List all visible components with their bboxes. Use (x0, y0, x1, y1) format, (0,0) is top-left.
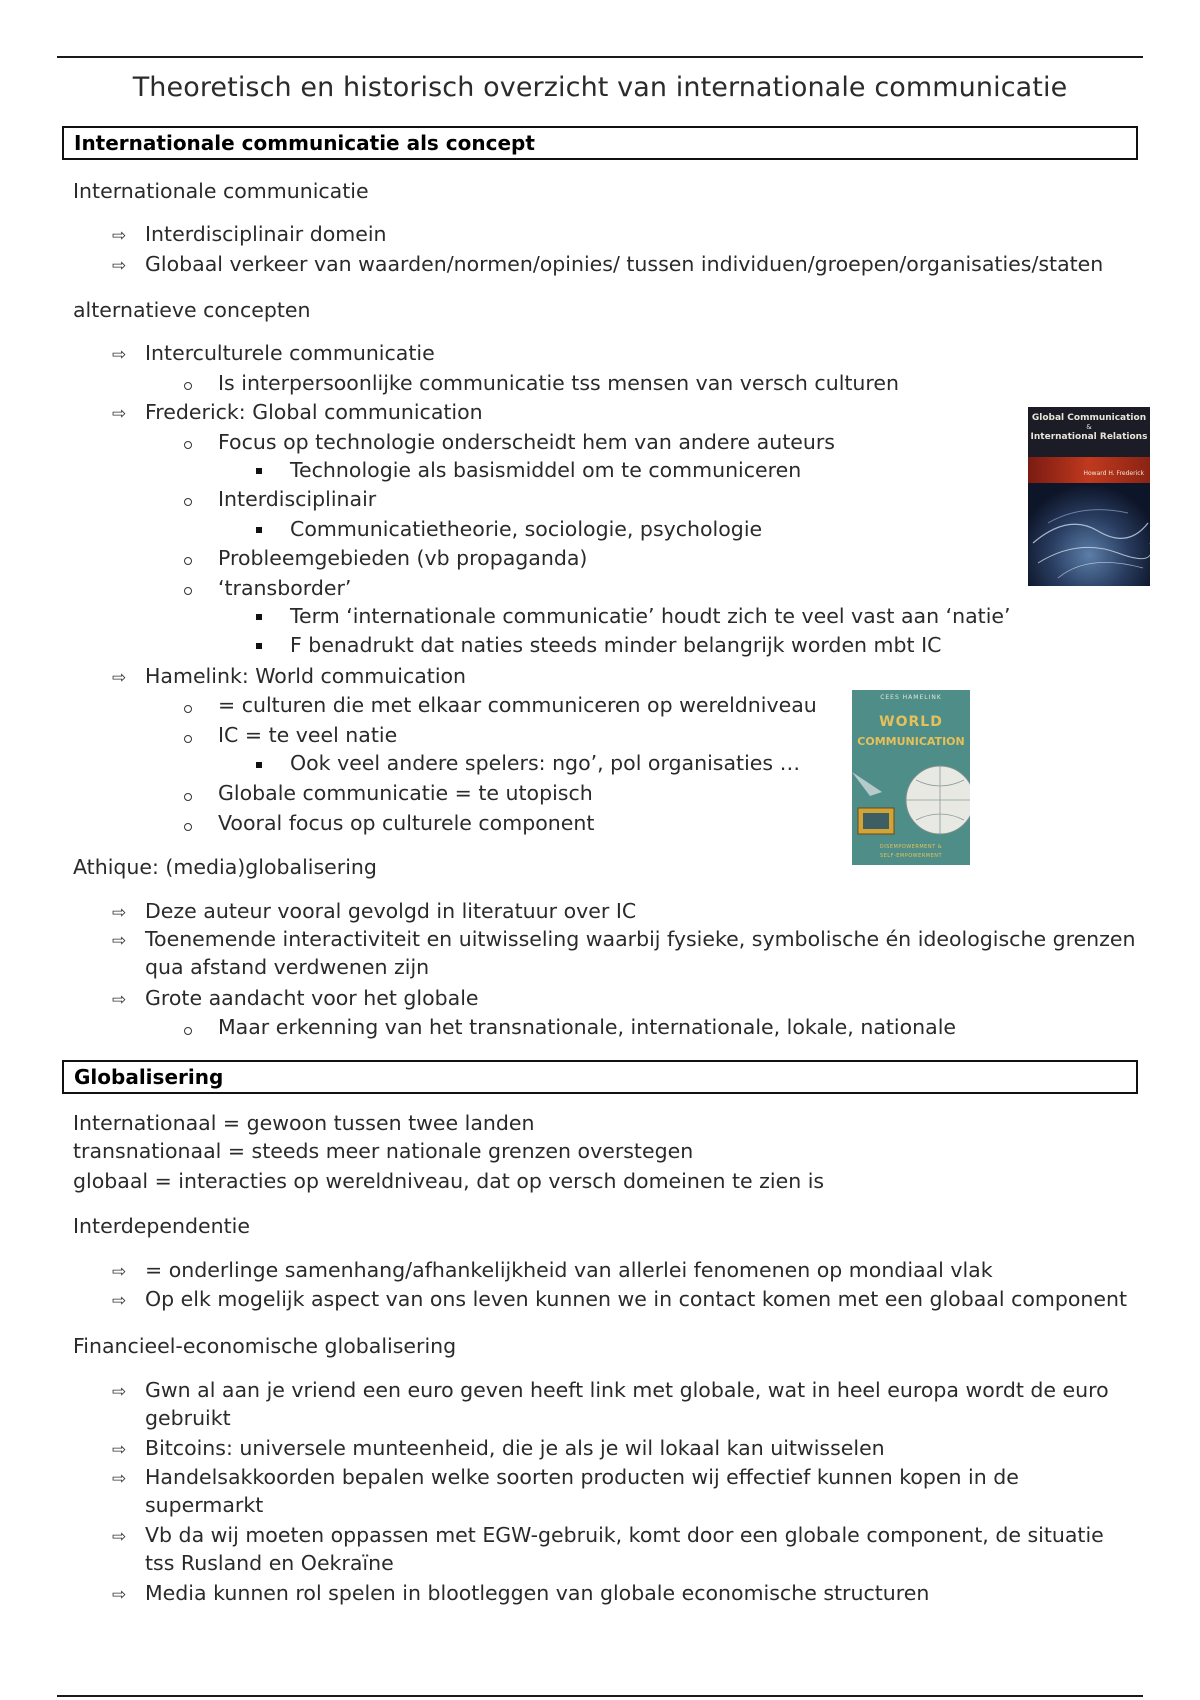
square-bullet-icon (256, 643, 262, 649)
top-rule (57, 56, 1143, 58)
arrow-bullet-icon: ⇨ (112, 404, 127, 424)
book-subtitle-line: DISEMPOWERMENT & (879, 844, 943, 850)
list-item: Ook veel andere spelers: ngo’, pol organisaties … (290, 751, 801, 775)
arrow-bullet-icon: ⇨ (112, 903, 127, 923)
list-item: Vooral focus op culturele component (218, 811, 595, 835)
list-item: Communicatietheorie, sociologie, psychologie (290, 517, 763, 541)
list-item: Is interpersoonlijke communicatie tss mensen van versch culturen (218, 371, 900, 395)
alt-concepts-label: alternatieve concepten (73, 298, 311, 322)
list-item: ‘transborder’ (218, 576, 352, 600)
list-item: IC = te veel natie (218, 723, 398, 747)
list-item: Interdisciplinair domein (145, 222, 387, 246)
book-globe-lines (1028, 483, 1150, 586)
list-item-continuation: qua afstand verdwenen zijn (145, 955, 430, 979)
list-item: Media kunnen rol spelen in blootleggen van globale economische structuren (145, 1581, 930, 1605)
list-item-continuation: tss Rusland en Oekraïne (145, 1551, 394, 1575)
book-title-line: & (1086, 423, 1092, 431)
list-item: Frederick: Global communication (145, 400, 483, 424)
list-item: Globale communicatie = te utopisch (218, 781, 593, 805)
circle-bullet-icon (184, 557, 192, 565)
square-bullet-icon (256, 762, 262, 768)
arrow-bullet-icon: ⇨ (112, 256, 127, 276)
square-bullet-icon (256, 468, 262, 474)
list-item: Globaal verkeer van waarden/normen/opinies/ tussen individuen/groepen/organisaties/staten (145, 252, 1104, 276)
list-item: Term ‘internationale communicatie’ houdt zich te veel vast aan ‘natie’ (290, 604, 1011, 628)
definition-line: Internationaal = gewoon tussen twee landen (73, 1111, 535, 1135)
arrow-bullet-icon: ⇨ (112, 226, 127, 246)
circle-bullet-icon (184, 705, 192, 713)
definition-line: transnationaal = steeds meer nationale grenzen overstegen (73, 1139, 694, 1163)
arrow-bullet-icon: ⇨ (112, 1382, 127, 1402)
arrow-bullet-icon: ⇨ (112, 1262, 127, 1282)
list-item: = culturen die met elkaar communiceren op wereldniveau (218, 693, 817, 717)
arrow-bullet-icon: ⇨ (112, 931, 127, 951)
arrow-bullet-icon: ⇨ (112, 1291, 127, 1311)
circle-bullet-icon (184, 823, 192, 831)
book-title-line: Global Communication (1031, 413, 1147, 423)
list-item: Deze auteur vooral gevolgd in literatuur over IC (145, 899, 637, 923)
circle-bullet-icon (184, 382, 192, 390)
book-title-line: WORLD (879, 714, 943, 730)
circle-bullet-icon (184, 793, 192, 801)
circle-bullet-icon (184, 498, 192, 506)
book-author: CEES HAMELINK (880, 694, 942, 701)
list-item: F benadrukt dat naties steeds minder belangrijk worden mbt IC (290, 633, 942, 657)
arrow-bullet-icon: ⇨ (112, 1527, 127, 1547)
athique-label: Athique: (media)globalisering (73, 855, 377, 879)
bottom-rule (57, 1695, 1143, 1697)
intro-label: Internationale communicatie (73, 179, 369, 203)
arrow-bullet-icon: ⇨ (112, 1440, 127, 1460)
book-author: Howard H. Frederick (1083, 470, 1144, 477)
list-item-continuation: supermarkt (145, 1493, 264, 1517)
circle-bullet-icon (184, 587, 192, 595)
book-cover-hamelink (852, 690, 970, 865)
list-item: Vb da wij moeten oppassen met EGW-gebruik, komt door een globale component, de situatie (145, 1523, 1104, 1547)
list-item: Probleemgebieden (vb propaganda) (218, 546, 588, 570)
list-item: Op elk mogelijk aspect van ons leven kunnen we in contact komen met een globaal component (145, 1287, 1128, 1311)
list-item: Toenemende interactiviteit en uitwisseling waarbij fysieke, symbolische én ideologische grenzen (145, 927, 1136, 951)
book-cover-frederick (1028, 407, 1150, 586)
page-title: Theoretisch en historisch overzicht van internationale communicatie (132, 72, 1068, 103)
circle-bullet-icon (184, 735, 192, 743)
list-item: Hamelink: World commuication (145, 664, 467, 688)
book-title-line: COMMUNICATION (857, 735, 965, 748)
list-item-continuation: gebruikt (145, 1406, 231, 1430)
definition-line: globaal = interacties op wereldniveau, dat op versch domeinen te zien is (73, 1169, 825, 1193)
list-item: Interculturele communicatie (145, 341, 435, 365)
financieel-label: Financieel-economische globalisering (73, 1334, 457, 1358)
list-item: Bitcoins: universele munteenheid, die je als je wil lokaal kan uitwisselen (145, 1436, 885, 1460)
circle-bullet-icon (184, 1027, 192, 1035)
section-heading-globalisering: Globalisering (62, 1060, 1138, 1094)
arrow-bullet-icon: ⇨ (112, 345, 127, 365)
list-item: Grote aandacht voor het globale (145, 986, 479, 1010)
arrow-bullet-icon: ⇨ (112, 1469, 127, 1489)
list-item: Interdisciplinair (218, 487, 377, 511)
book-globe-image (852, 752, 970, 852)
book-title-line: International Relations (1030, 432, 1148, 442)
arrow-bullet-icon: ⇨ (112, 1585, 127, 1605)
arrow-bullet-icon: ⇨ (112, 668, 127, 688)
interdependentie-label: Interdependentie (73, 1214, 250, 1238)
list-item: Maar erkenning van het transnationale, internationale, lokale, nationale (218, 1015, 957, 1039)
section-heading-concept: Internationale communicatie als concept (62, 126, 1138, 160)
arrow-bullet-icon: ⇨ (112, 990, 127, 1010)
list-item: Focus op technologie onderscheidt hem van andere auteurs (218, 430, 835, 454)
list-item: Gwn al aan je vriend een euro geven heeft link met globale, wat in heel europa wordt de euro (145, 1378, 1109, 1402)
list-item: = onderlinge samenhang/afhankelijkheid van allerlei fenomenen op mondiaal vlak (145, 1258, 993, 1282)
square-bullet-icon (256, 527, 262, 533)
circle-bullet-icon (184, 441, 192, 449)
list-item: Handelsakkoorden bepalen welke soorten producten wij effectief kunnen kopen in de (145, 1465, 1019, 1489)
square-bullet-icon (256, 614, 262, 620)
book-subtitle-line: SELF-EMPOWERMENT (879, 853, 943, 859)
list-item: Technologie als basismiddel om te communiceren (290, 458, 802, 482)
